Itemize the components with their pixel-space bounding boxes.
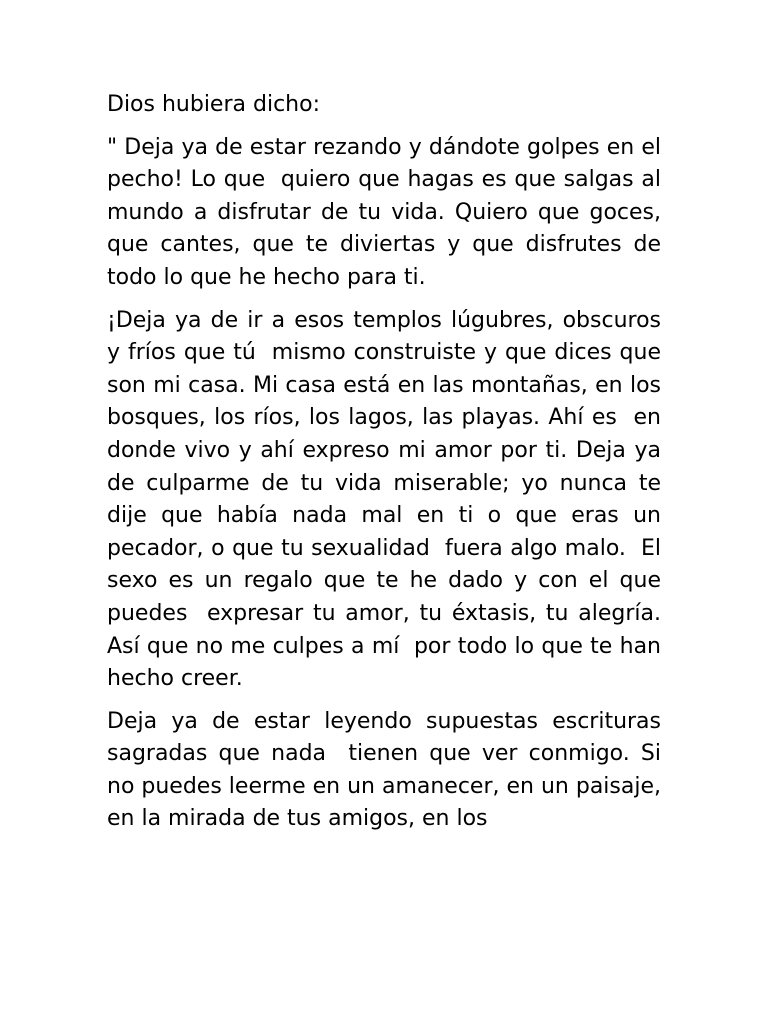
paragraph-3: Deja ya de estar leyendo supuestas escrituras sagradas que nada tienen que ver conmigo. Si no puedes leerme en un amanecer, en un paisaje, en la mirada de tus amigos, en los bbox=[107, 708, 668, 832]
paragraph-2: ¡Deja ya de ir a esos templos lúgubres, obscuros y fríos que tú mismo construiste y que dices que son mi casa. Mi casa está en las montañas, en los bosques, los ríos, los lagos, las playas. Ahí es en donde vivo y ahí expreso mi amor por ti. Deja ya de culparme de tu vida miserable; yo nunca te dije que había nada mal en ti o que eras un pecador, o que tu sexualidad fuera algo malo. El sexo es un regalo que te he dado y con el que puedes expresar tu amor, tu éxtasis, tu alegría. Así que no me culpes a mí por todo lo que te han hecho creer. bbox=[107, 307, 668, 692]
document-heading: Dios hubiera dicho: bbox=[107, 92, 320, 117]
document-body bbox=[107, 89, 668, 846]
paragraph-1: " Deja ya de estar rezando y dándote golpes en el pecho! Lo que quiero que hagas es que salgas al mundo a disfrutar de tu vida. Quiero que goces, que cantes, que te diviertas y que disfrutes de todo lo que he hecho para ti. bbox=[107, 134, 668, 290]
